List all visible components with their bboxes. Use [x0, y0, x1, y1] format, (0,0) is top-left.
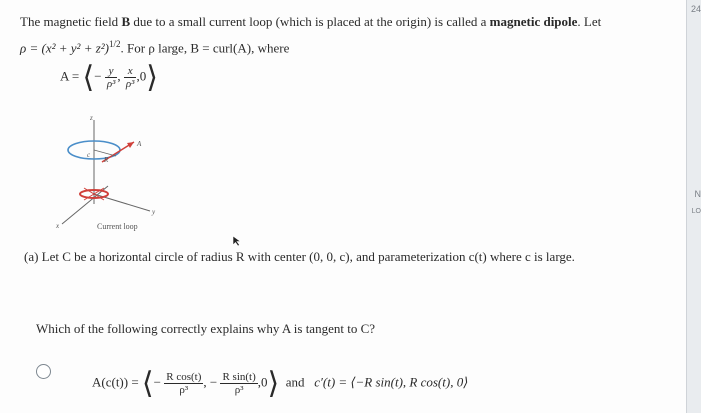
option-1-derivative: c′(t) = ⟨−R sin(t), R cos(t), 0⟩	[314, 374, 469, 390]
strip-text-top: 24	[690, 4, 701, 14]
intro-text-b: due to a small current loop (which is placed at the origin) is called a	[130, 14, 490, 29]
label-A: A	[137, 140, 142, 148]
option-1-content[interactable]: A(c(t)) = ⟨− $\frac{\text{R cos(t)}}{\text{ρ³}}$ , − $\frac{\text{R sin(t)}}{\text{ρ³}}$ ,0⟩ and c′(t) = ⟨−R sin(t), R cos(t), 0⟩	[92, 367, 469, 400]
option-1-lhs: A(c(t)) =	[92, 374, 139, 390]
strip-text-low: LO	[691, 208, 701, 215]
dipole-term: magnetic dipole	[489, 14, 578, 29]
comp2-fraction	[124, 65, 137, 90]
comp2-den: ρ³	[125, 78, 135, 90]
intro-text-a: The magnetic field	[20, 14, 122, 29]
comp2-num: x	[124, 65, 137, 78]
label-x: x	[56, 222, 60, 230]
label-R: R	[104, 156, 109, 164]
vector-A-formula: A = ⟨− $\frac{y}{\text{ρ³}}$ , $\frac{x}{\text{ρ³}}$ ,0⟩	[60, 61, 158, 94]
option-1-den-1: ρ³	[179, 384, 189, 396]
comp1-num: y	[105, 65, 118, 78]
field-symbol: B	[121, 14, 131, 29]
label-y: y	[152, 208, 156, 216]
rho-exponent: 1/2	[109, 39, 121, 49]
current-loop-figure	[50, 112, 180, 232]
intro-line-2	[20, 35, 289, 57]
right-angle: ⟩	[146, 61, 158, 94]
rho-definition: ρ = (x² + y² + z²)	[20, 40, 110, 56]
comp3: 0	[139, 68, 147, 84]
option-1-num-1: R cos(t)	[166, 371, 202, 383]
comp1-den: ρ³	[106, 78, 116, 90]
option-1-comp-3: 0	[261, 374, 268, 390]
comp1-sign: −	[94, 68, 102, 84]
option-1-and: and	[285, 374, 305, 390]
option-1-frac-2	[220, 371, 257, 396]
left-angle: ⟨	[82, 61, 95, 94]
question-text: Which of the following correctly explains why A is tangent to C?	[36, 321, 376, 336]
part-a-statement: (a) Let C be a horizontal circle of radius R with center (0, 0, c), and parameterization c(t) where c is large.	[24, 249, 575, 264]
option-1-frac-1	[164, 371, 203, 396]
comp1-fraction	[105, 65, 118, 90]
adjacent-window-strip	[686, 0, 701, 413]
intro-line-1	[20, 13, 601, 31]
option-1-left-angle: ⟨	[141, 367, 154, 400]
mouse-cursor-icon	[232, 235, 242, 247]
option-1-den-2: ρ³	[234, 384, 244, 396]
label-z: z	[90, 114, 93, 122]
option-1-radio[interactable]	[36, 364, 51, 379]
strip-text-mid: N	[694, 189, 701, 199]
figure-caption: Current loop	[97, 222, 138, 231]
option-1-right-angle: ⟩	[267, 367, 280, 400]
intro-text-c: . Let	[577, 14, 602, 29]
option-1-num-2: R sin(t)	[222, 371, 256, 383]
label-c: c	[87, 151, 91, 159]
intro-text-d: . For ρ large, B = curl(A), where	[120, 40, 290, 56]
vector-A-lhs: A =	[60, 68, 80, 84]
